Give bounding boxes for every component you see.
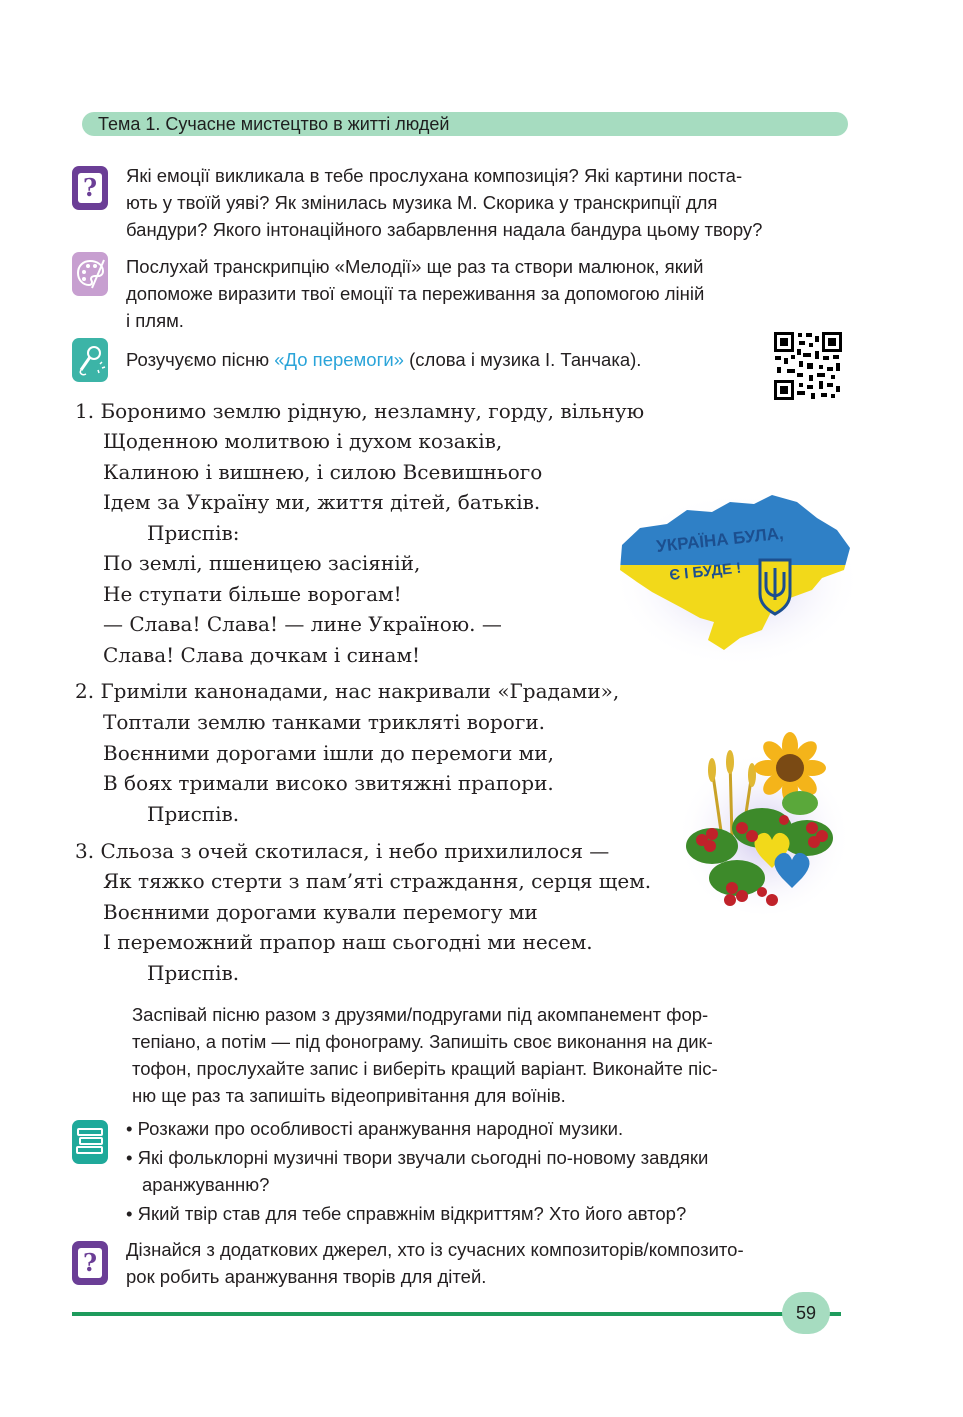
verse-line: — Слава! Слава! — лине Україною. — <box>103 612 502 636</box>
discuss-bullet <box>126 1144 839 1198</box>
verse-line: По землі, пшеницею засіяній, <box>103 551 421 575</box>
books-icon <box>72 1120 108 1164</box>
verse-line: Як тяжко стерти з пам’яті страждання, серця щем. <box>103 869 652 893</box>
discuss-bullet: • Який твір став для тебе справжнім відкриттям? Хто його автор? <box>126 1203 687 1224</box>
chorus-label: Приспів. <box>147 961 240 985</box>
palette-task-line: допоможе виразити твої емоції та переживання за допомогою ліній <box>126 283 705 304</box>
palette-icon <box>72 252 108 296</box>
verse-line: 1. Боронимо землю рідную, незламну, горду, вільную <box>75 399 645 423</box>
song-intro-text: (слова і музика І. Танчака). <box>403 349 642 370</box>
sing-task-line: тофон, прослухайте запис і виберіть кращий варіант. Виконайте піс- <box>132 1058 718 1079</box>
map-slogan-line-2: Є І БУДЕ ! <box>668 559 743 584</box>
verse-line: В боях тримали високо звитяжні прапори. <box>103 771 554 795</box>
question-icon: ? <box>72 1241 108 1285</box>
verse-line: Воєнними дорогами ішли до перемоги ми, <box>103 741 554 765</box>
discuss-bullet: • Розкажи про особливості аранжування народної музики. <box>126 1118 624 1139</box>
qr-code[interactable] <box>773 331 843 401</box>
verse-line: Не ступати більше ворогам! <box>103 582 402 606</box>
verse-line: І переможний прапор наш сьогодні ми несем. <box>103 930 593 954</box>
question-block-1 <box>126 162 839 243</box>
palette-task <box>126 253 839 334</box>
verse-line: Воєнними дорогами кували перемогу ми <box>103 900 538 924</box>
sing-task <box>132 1001 839 1109</box>
question-icon: ? <box>72 166 108 210</box>
question-block-2 <box>126 1236 839 1290</box>
song-link[interactable]: «До перемоги» <box>274 349 404 370</box>
question-2-line: рок робить аранжування творів для дітей. <box>126 1266 487 1287</box>
question-1-line: бандури? Якого інтонаційного забарвлення надала бандура цьому твору? <box>126 219 763 240</box>
question-1-line: ють у твоїй уяві? Як змінилась музика М. Скорика у транскрипції для <box>126 192 718 213</box>
song-intro-text: Розучуємо пісню <box>126 349 275 370</box>
sing-task-line: Заспівай пісню разом з друзями/подругами під акомпанемент фор- <box>132 1004 709 1025</box>
palette-task-line: і плям. <box>126 310 184 331</box>
verse-line: Топтали землю танками трикляті вороги. <box>103 710 546 734</box>
map-slogan-line-1: УКРАЇНА БУЛА, <box>655 523 785 556</box>
verse-line: Ідем за Україну ми, життя дітей, батьків. <box>103 490 541 514</box>
sing-task-line: ню ще раз та запишіть відеопривітання для воїнів. <box>132 1085 566 1106</box>
microphone-icon <box>72 338 108 382</box>
question-2-line: Дізнайся з додаткових джерел, хто із сучасних композиторів/композито- <box>126 1239 744 1260</box>
sing-task-line: тепіано, а потім — під фонограму. Запишіть своє виконання на дик- <box>132 1031 713 1052</box>
discuss-bullet-line: аранжуванню? <box>142 1174 270 1195</box>
chorus-label: Приспів: <box>147 521 240 545</box>
palette-task-line: Послухай транскрипцію «Мелодії» ще раз та створи малюнок, який <box>126 256 704 277</box>
song-intro <box>126 346 641 373</box>
verse-line: 2. Гриміли канонадами, нас накривали «Градами», <box>75 679 620 703</box>
footer-line <box>72 1312 841 1316</box>
verse-line: Щоденною молитвою і духом козаків, <box>103 429 503 453</box>
verse-line: Калиною і вишнею, і силою Всевишнього <box>103 460 543 484</box>
topic-title: Тема 1. Сучасне мистецтво в житті людей <box>98 114 450 134</box>
verse-line: 3. Сльоза з очей скотилася, і небо прихилилося — <box>75 839 610 863</box>
page-number: 59 <box>782 1292 830 1334</box>
discuss-bullet-line: • Які фольклорні музичні твори звучали сьогодні по-новому завдяки <box>126 1147 709 1168</box>
ukraine-map-illustration <box>612 490 862 670</box>
verse-line: Слава! Слава дочкам і синам! <box>103 643 421 667</box>
question-1-line: Які емоції викликала в тебе прослухана композиція? Які картини поста- <box>126 165 743 186</box>
sunflower-viburnum-illustration <box>672 728 852 916</box>
chorus-label: Приспів. <box>147 802 240 826</box>
